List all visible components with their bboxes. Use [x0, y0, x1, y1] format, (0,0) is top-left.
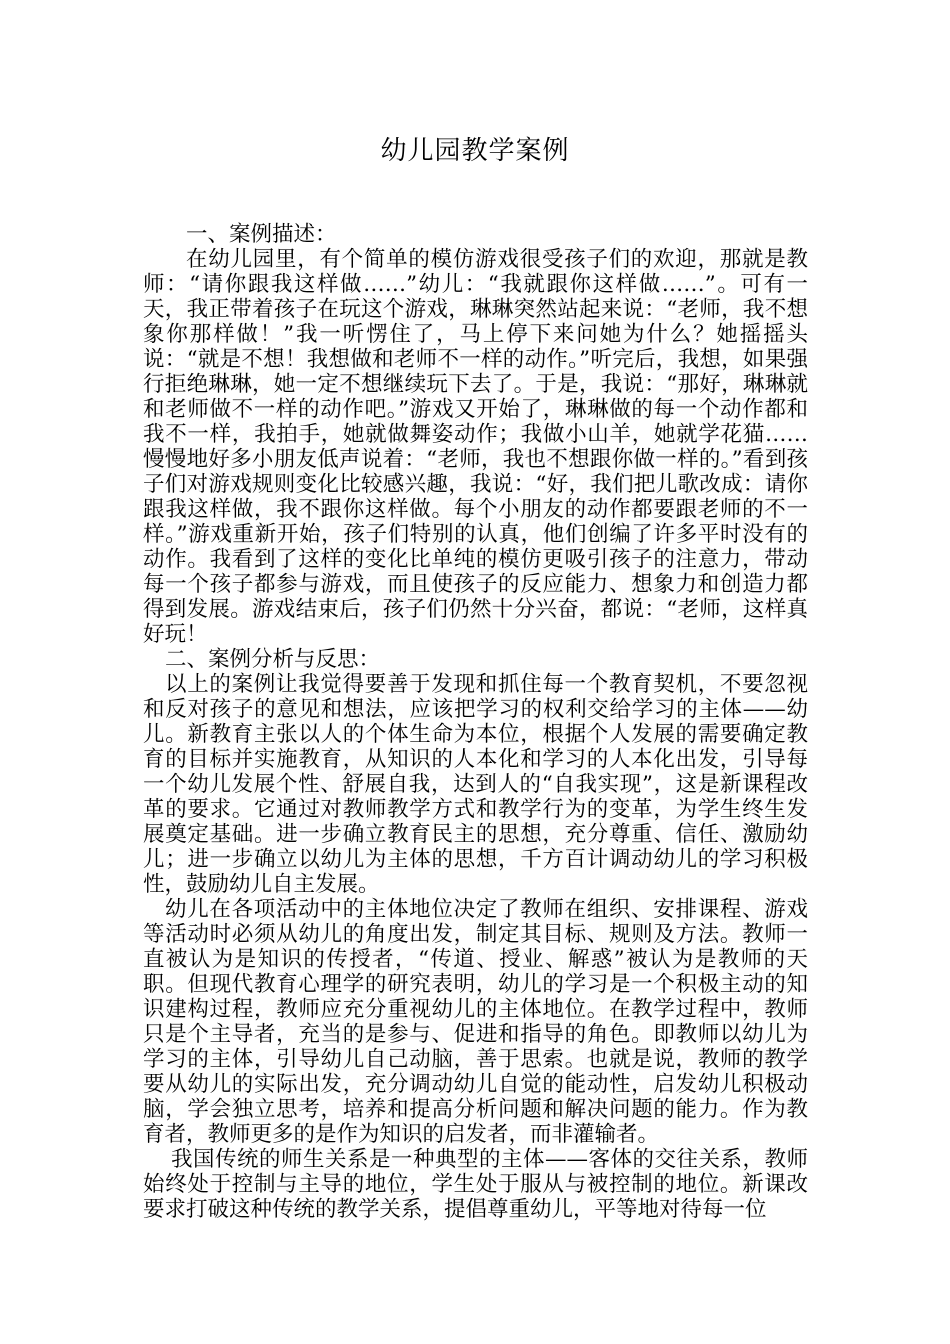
section-2-paragraph-1: 以上的案例让我觉得要善于发现和抓住每一个教育契机，不要忽视和反对孩子的意见和想法，应该把学习的权利交给学习的主体——幼儿。新教育主张以人的个体生命为本位，根据个人发展的需要确定教育的目标并实施教育，从知识的人本化和学习的人本化出发，引导每一个幼儿发展个性、舒展自我，达到人的“自我实现”，这是新课程改革的要求。它通过对教师教学方式和教学行为的变革，为学生终生发展奠定基础。进一步确立教育民主的思想，充分尊重、信任、激励幼儿；进一步确立以幼儿为主体的思想，千方百计调动幼儿的学习积极性，鼓励幼儿自主发展。 — [143, 672, 808, 897]
section-1-heading: 一、案例描述： — [186, 222, 337, 247]
document-body — [143, 222, 808, 1222]
document-title: 幼儿园教学案例 — [380, 136, 570, 166]
section-2-paragraph-2: 幼儿在各项活动中的主体地位决定了教师在组织、安排课程、游戏等活动时必须从幼儿的角度出发，制定其目标、规则及方法。教师一直被认为是知识的传授者，“传道、授业、解惑”被认为是教师的天职。但现代教育心理学的研究表明，幼儿的学习是一个积极主动的知识建构过程，教师应充分重视幼儿的主体地位。在教学过程中，教师只是个主导者，充当的是参与、促进和指导的角色。即教师以幼儿为学习的主体，引导幼儿自己动脑，善于思索。也就是说，教师的教学要从幼儿的实际出发，充分调动幼儿自觉的能动性，启发幼儿积极动脑，学会独立思考，培养和提高分析问题和解决问题的能力。作为教育者，教师更多的是作为知识的启发者，而非灌输者。 — [143, 897, 808, 1147]
section-2-paragraph-3: 我国传统的师生关系是一种典型的主体——客体的交往关系，教师始终处于控制与主导的地位，学生处于服从与被控制的地位。新课改要求打破这种传统的教学关系，提倡尊重幼儿，平等地对待每一位 — [143, 1147, 808, 1222]
section-1-paragraph: 在幼儿园里，有个简单的模仿游戏很受孩子们的欢迎，那就是教师：“请你跟我这样做……”幼儿：“我就跟你这样做……”。可有一天，我正带着孩子在玩这个游戏，琳琳突然站起来说：“老师，我不想象你那样做！”我一听愣住了，马上停下来问她为什么？她摇摇头说：“就是不想！我想做和老师不一样的动作。”听完后，我想，如果强行拒绝琳琳，她一定不想继续玩下去了。于是，我说：“那好，琳琳就和老师做不一样的动作吧。”游戏又开始了，琳琳做的每一个动作都和我不一样，我拍手，她就做舞姿动作；我做小山羊，她就学花猫……慢慢地好多小朋友低声说着：“老师，我也不想跟你做一样的。”看到孩子们对游戏规则变化比较感兴趣，我说：“好，我们把儿歌改成：请你跟我这样做，我不跟你这样做。每个小朋友的动作都要跟老师的不一样。”游戏重新开始，孩子们特别的认真，他们创编了许多平时没有的动作。我看到了这样的变化比单纯的模仿更吸引孩子的注意力，带动每一个孩子都参与游戏，而且使孩子的反应能力、想象力和创造力都得到发展。游戏结束后，孩子们仍然十分兴奋，都说：“老师，这样真好玩！ — [143, 247, 808, 647]
section-2-heading: 二、案例分析与反思： — [165, 647, 381, 672]
